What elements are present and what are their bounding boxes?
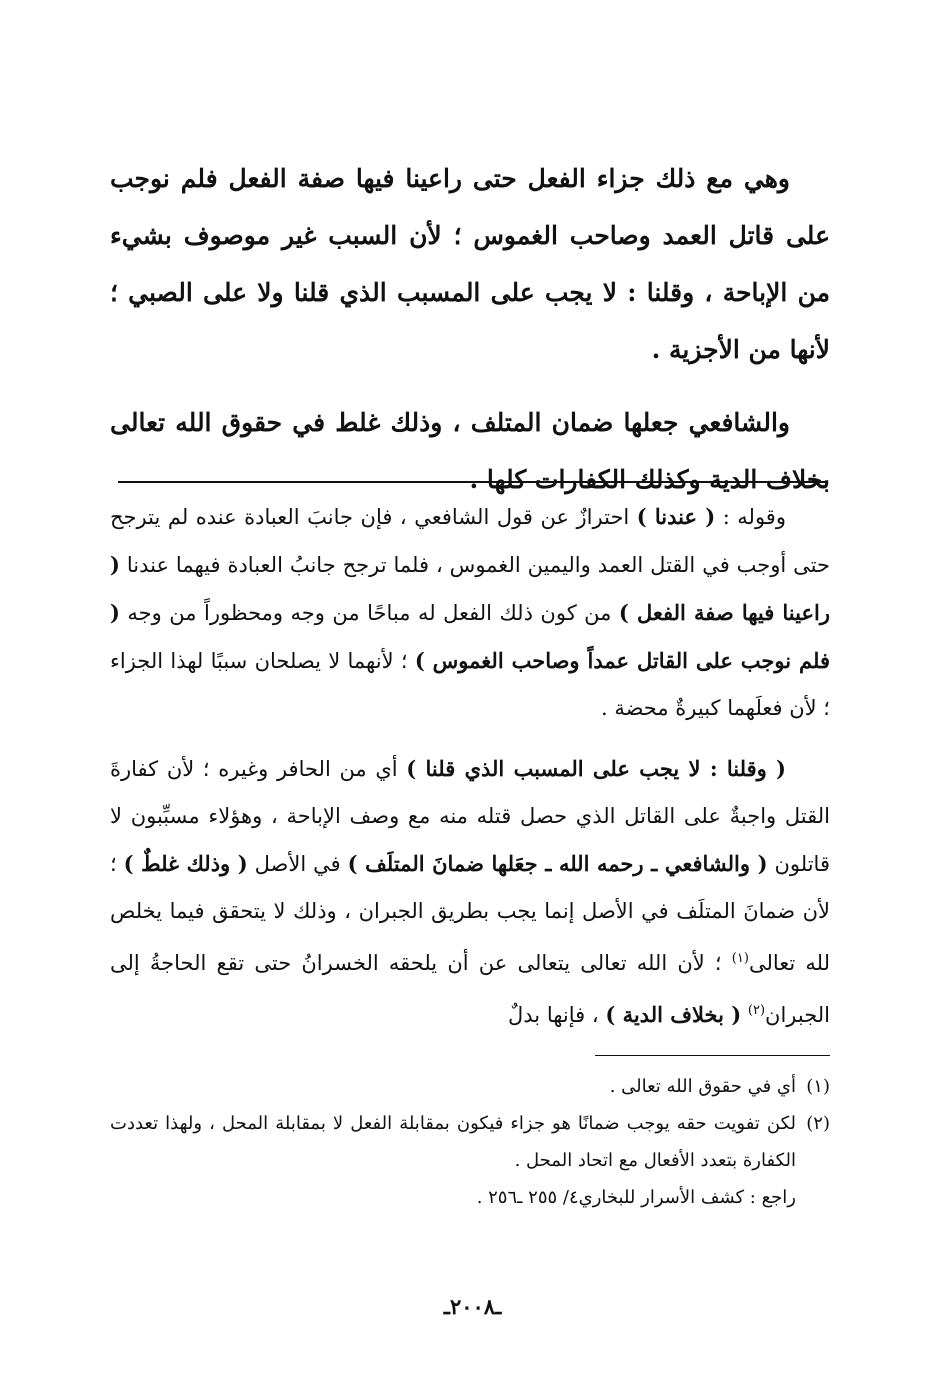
footnote-reference: [110, 1179, 830, 1216]
commentary-segment: ؛ لأنهما لا يصلحان سببًا لهذا الجزاء ؛ لأن فعلَهما كبيرةٌ محضة .: [110, 649, 830, 720]
commentary-segment: ، فإنها بدلٌ: [508, 1003, 606, 1027]
quoted-main-text: ( عندنا ): [636, 504, 716, 529]
main-separator-rule: [118, 481, 828, 483]
commentary-paragraph-1: [110, 493, 830, 732]
commentary-segment: احترازٌ عن قول الشافعي ، فإن جانبَ العبادة عنده لم يترجح حتى أوجب في القتل العمد واليمين الغموس ، فلما ترجح جانبُ العبادة فيهما عندنا: [110, 505, 830, 577]
commentary-text: [110, 493, 830, 1039]
quoted-main-text: ( وقلنا : لا يجب على المسبب الذي قلنا ): [406, 756, 786, 781]
footnote-text: راجع : كشف الأسرار للبخاري٤/ ٢٥٥ ـ٢٥٦ .: [476, 1187, 796, 1208]
page-number: ـ٢٠٠٨ـ: [443, 1294, 502, 1319]
footnote-text: أي في حقوق الله تعالى .: [609, 1076, 796, 1097]
footnote-marker: (٢): [747, 1003, 766, 1018]
quoted-main-text: ( فلم نوجب على القاتل عمداً وصاحب الغموس ): [110, 600, 830, 673]
footnote-text: لكن تفويت حقه يوجب ضمانًا هو جزاء فيكون بمقابلة الفعل لا بمقابلة المحل ، ولهذا تعددت الكفارة بتعدد الأفعال مع اتحاد المحل .: [110, 1113, 796, 1171]
footnote-marker: (١): [731, 951, 749, 966]
main-text: [110, 150, 830, 508]
footnotes: [110, 1068, 830, 1216]
commentary-segment: [741, 1003, 748, 1027]
footnote-separator-rule: [595, 1055, 830, 1056]
footnote-2: [110, 1105, 830, 1179]
main-text-paragraph-2: والشافعي جعلها ضمان المتلف ، وذلك غلط في حقوق الله تعالى بخلاف الدية وكذلك الكفارات كلها .: [110, 408, 830, 494]
commentary-segment: أي من الحافر وغيره ؛ لأن كفارةَ القتل واجبةٌ على القاتل الذي حصل قتله منه مع وصف الإباحة ، وهؤلاء مسبِّبون لا قاتلون: [110, 757, 830, 876]
commentary-paragraph-2: [110, 745, 830, 1039]
quoted-main-text: ( والشافعي ـ رحمه الله ـ جعَلها ضمانَ المتلَف ): [347, 851, 768, 876]
commentary-segment: ؛ لأن ضمانَ المتلَف في الأصل إنما يجب بطريق الجبران ، وذلك لا يتحقق فيما يخلص لله تعالى: [110, 852, 831, 975]
commentary-segment: من كون ذلك الفعل له مباحًا من وجه ومحظوراً من وجه: [119, 601, 619, 625]
footnote-number: (٢): [806, 1113, 830, 1134]
commentary-segment: ؛ لأن الله تعالى يتعالى عن أن يلحقه الخسرانُ حتى تقع الحاجةُ إلى الجبران: [110, 951, 830, 1027]
quoted-main-text: ( بخلاف الدية ): [605, 1002, 742, 1027]
footnote-number: (١): [806, 1076, 830, 1097]
main-text-paragraph-1: وهي مع ذلك جزاء الفعل حتى راعينا فيها صفة الفعل فلم نوجب على قاتل العمد وصاحب الغموس ؛ لأن السبب غير موصوف بشيء من الإباحة ، وقلنا : لا يجب على المسبب الذي قلنا ولا على الصبي ؛ لأنها من الأجزية .: [110, 164, 830, 364]
quoted-main-text: ( راعينا فيها صفة الفعل ): [110, 552, 830, 625]
commentary-segment: في الأصل: [247, 852, 348, 876]
footnote-1: [110, 1068, 830, 1105]
commentary-segment: وقوله :: [715, 505, 786, 529]
quoted-main-text: ( وذلك غلطٌ ): [123, 851, 248, 876]
